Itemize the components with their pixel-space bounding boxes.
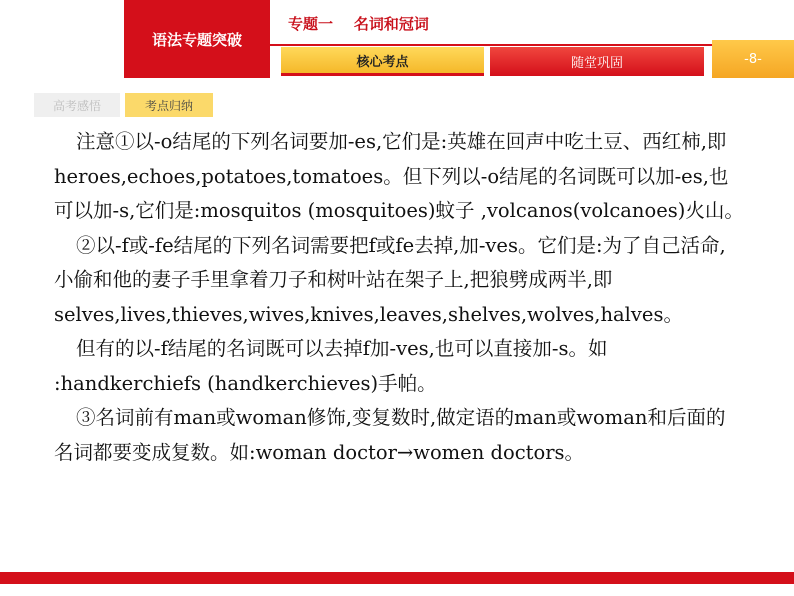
paragraph-ves-list: selves,lives,thieves,wives,knives,leaves,shelves,wolves,halves。 <box>54 302 683 326</box>
paragraph-o-ending: 注意①以-o结尾的下列名词要加-es,它们是:英雄在回声中吃土豆、西红柿,即heroes,echoes,potatoes,tomatoes。但下列以-o结尾的名词既可以加-es,也可以加-s,它们是:mosquitos (mosquitoes)蚊子 ,volcanos(volcanoes)火山。 <box>54 130 744 222</box>
topic-title: 专题一 名词和冠词 <box>288 15 429 33</box>
section-badge: 语法专题突破 <box>124 0 270 78</box>
subtab-exam-insight[interactable]: 高考感悟 <box>34 93 120 117</box>
tab-consolidation[interactable]: 随堂巩固 <box>490 47 704 76</box>
page-number: -8- <box>712 40 794 78</box>
paragraph-f-exception: 但有的以-f结尾的名词既可以去掉f加-ves,也可以直接加-s。如 :handkerchiefs (handkerchieves)手帕。 <box>54 337 608 395</box>
subtab-key-points[interactable]: 考点归纳 <box>125 93 213 117</box>
content-body <box>54 125 744 470</box>
tab-core-points[interactable]: 核心考点 <box>281 47 484 76</box>
paragraph-f-ending: ②以-f或-fe结尾的下列名词需要把f或fe去掉,加-ves。它们是:为了自己活命,小偷和他的妻子手里拿着刀子和树叶站在架子上,把狼劈成两半,即 <box>54 233 726 291</box>
paragraph-man-woman: ③名词前有man或woman修饰,变复数时,做定语的man或woman和后面的名词都要变成复数。如:woman doctor→women doctors。 <box>54 406 726 464</box>
footer-bar <box>0 572 794 584</box>
